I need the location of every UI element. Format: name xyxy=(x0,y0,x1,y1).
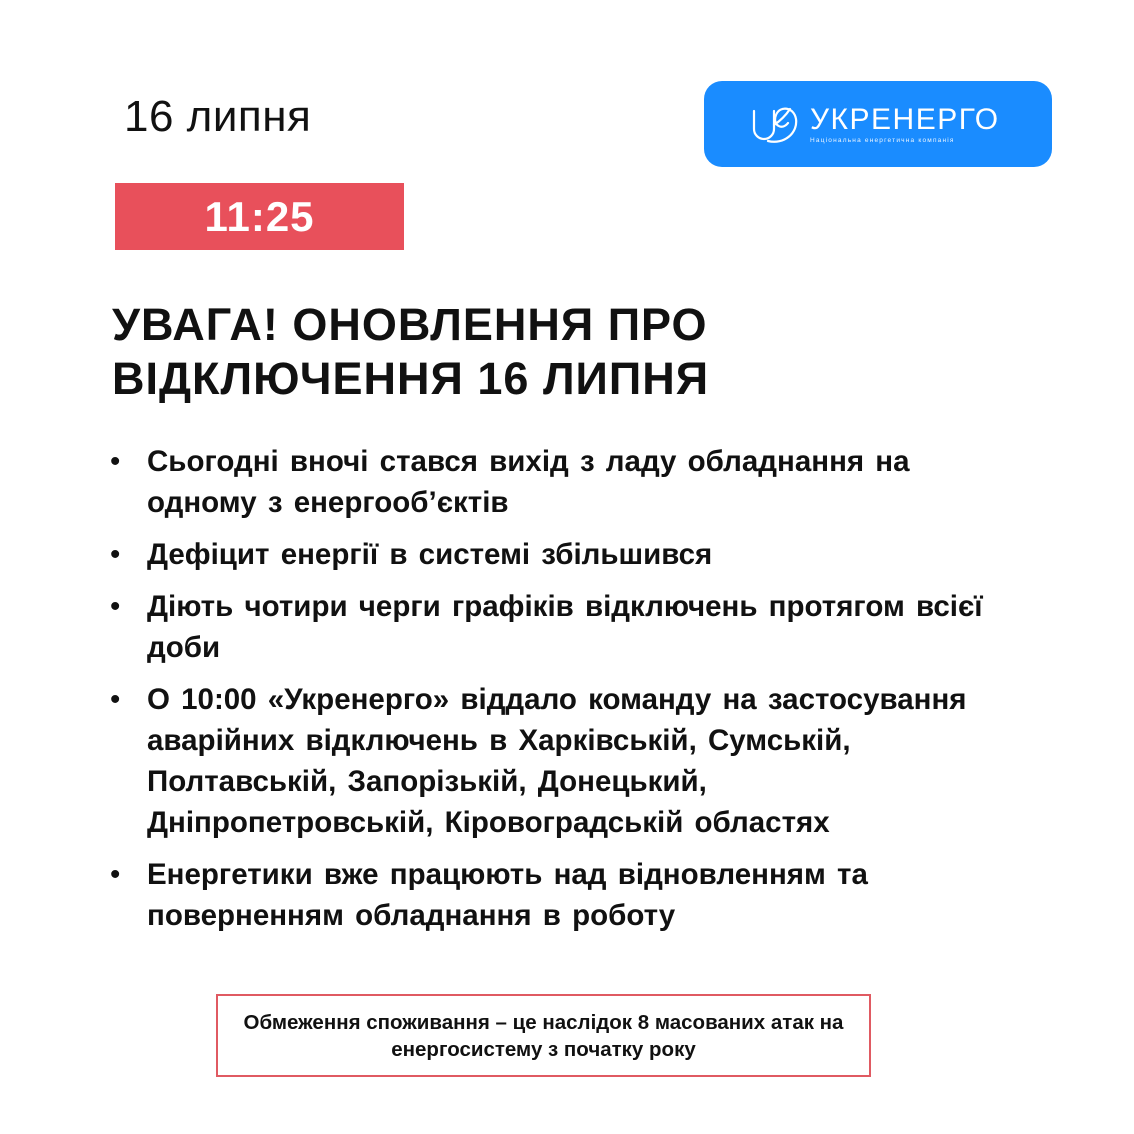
logo-subtitle: Національна енергетична компанія xyxy=(810,137,955,144)
headline: УВАГА! ОНОВЛЕННЯ ПРО ВІДКЛЮЧЕННЯ 16 ЛИПНЯ xyxy=(112,299,710,404)
bullet-item: • Енергетики вже працюють над відновленням та поверненням обладнання в роботу xyxy=(110,854,993,936)
ukrenergo-logo xyxy=(704,81,1052,167)
bullet-item: • Сьогодні вночі стався вихід з ладу обладнання на одному з енергооб’єктів xyxy=(110,441,993,523)
bullet-item: • Діють чотири черги графіків відключень протягом всієї доби xyxy=(110,586,993,668)
bullet-list xyxy=(110,441,1010,947)
note-box: Обмеження споживання – це наслідок 8 масованих атак на енергосистему з початку року xyxy=(216,994,871,1077)
bullet-item: • Дефіцит енергії в системі збільшився xyxy=(110,534,993,575)
date-label: 16 липня xyxy=(124,92,312,141)
bullet-item: • О 10:00 «Укренерго» віддало команду на застосування аварійних відключень в Харківській, Сумській, Полтавській, Запорізькій, Донецький, Дніпропетровській, Кіровоградській областях xyxy=(110,679,993,843)
logo-name: УКРЕНЕРГО xyxy=(810,103,1000,136)
time-badge: 11:25 xyxy=(115,183,404,250)
ukrenergo-logo-icon xyxy=(750,101,802,147)
logo-text xyxy=(810,104,1000,144)
